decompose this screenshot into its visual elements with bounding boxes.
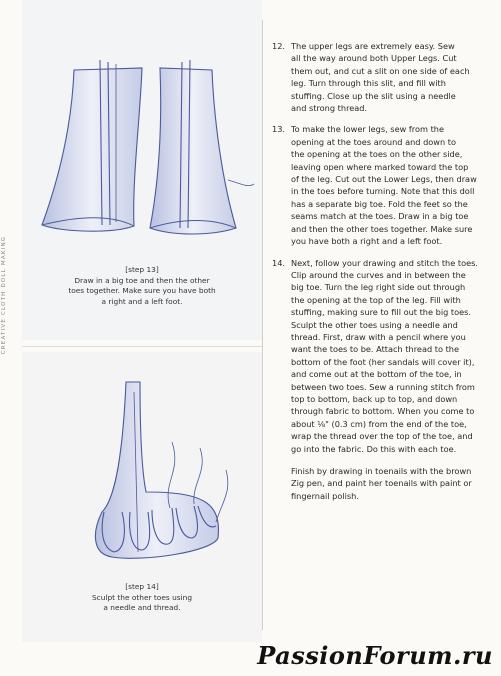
closing-line: Finish by drawing in toenails with the brown (291, 466, 472, 476)
step-line: and strong thread. (291, 103, 368, 114)
step14-caption-line: a needle and thread. (103, 603, 181, 612)
step-line: through fabric to bottom. When you come to (291, 406, 475, 417)
step13-caption (22, 265, 262, 307)
step-line: Sculpt the other toes using a needle and (291, 319, 458, 330)
step14-illustration-panel (22, 352, 262, 642)
step-line: go into the fabric. Do this with each toe. (291, 443, 457, 454)
step-line: top to bottom, back up to top, and down (291, 393, 458, 404)
step-line: seams match at the toes. Draw in a big toe (291, 211, 469, 222)
step-line: The upper legs are extremely easy. Sew (291, 41, 455, 51)
step-line: bottom of the foot (her sandals will cover it), (291, 356, 475, 367)
step-line: To make the lower legs, sew from the (291, 124, 445, 135)
step-12 (272, 40, 494, 114)
step14-caption (22, 582, 262, 614)
step-line: want the toes to be. Attach thread to the (291, 344, 460, 355)
lower-legs-illustration (22, 0, 262, 250)
step13-caption-tag: [step 13] (125, 265, 159, 274)
step14-caption-line: Sculpt the other toes using (91, 592, 193, 602)
step-line: and then the other toes together. Make sure (291, 223, 473, 234)
left-leg-drawing (42, 60, 142, 231)
step-line: wrap the thread over the top of the toe, and (291, 431, 473, 442)
closing-line: Zig pen, and paint her toenails with paint or (291, 478, 472, 489)
right-leg-drawing (150, 60, 254, 234)
step-line: the opening at the top of the leg. Fill with (291, 294, 461, 305)
step-body (291, 40, 494, 114)
step-line: all the way around both Upper Legs. Cut (291, 53, 457, 64)
step13-caption-line: toes together. Make sure you have both (68, 286, 216, 295)
closing-paragraph (291, 465, 494, 502)
step-line: thread. First, draw with a pencil where you (291, 331, 466, 342)
instructions-column (272, 40, 494, 502)
step-line: leaving open where marked toward the top (291, 161, 469, 172)
step-line: them out, and cut a slit on one side of each (291, 65, 470, 76)
step-line: stuffing, making sure to fill out the big toes. (291, 307, 472, 318)
step-13 (272, 123, 494, 247)
step-line: big toe. Turn the leg right side out through (291, 282, 466, 293)
step-number: 14. (272, 257, 286, 268)
step13-caption-line: a right and a left foot. (101, 296, 183, 306)
step-line: stuffing. Close up the slit using a needle (291, 90, 456, 101)
step13-illustration-panel (22, 0, 262, 340)
step-line: of the leg. Cut out the Lower Legs, then draw (291, 174, 477, 185)
step-line: in the toes before turning. Note that this doll (291, 186, 475, 197)
foot-drawing (95, 382, 218, 558)
step14-caption-tag: [step 14] (125, 582, 159, 591)
step-body (291, 257, 494, 456)
step13-caption-line: Draw in a big toe and then the other (74, 275, 210, 285)
step-line: you have both a right and a left foot. (291, 236, 443, 247)
step-number: 13. (272, 124, 286, 135)
foot-toes-illustration (22, 352, 262, 572)
step-body (291, 123, 494, 247)
running-side-label: CREATIVE CLOTH DOLL MAKING (1, 235, 7, 355)
step-line: leg. Turn through this slit, and fill with (291, 78, 446, 89)
step-line: opening at the toes around and down to (291, 136, 457, 147)
step-14 (272, 257, 494, 456)
step-line: about ⅛" (0.3 cm) from the end of the toe, (291, 418, 467, 429)
step-line: Next, follow your drawing and stitch the toes. (291, 257, 479, 268)
step-line: Clip around the curves and in between the (291, 269, 466, 280)
step-line: has a separate big toe. Fold the feet so the (291, 198, 468, 209)
step-line: and come out at the bottom of the toe, in (291, 369, 462, 380)
step-line: between two toes. Sew a running stitch from (291, 381, 475, 392)
step-number: 12. (272, 41, 286, 51)
site-watermark: PassionForum.ru (257, 641, 493, 670)
step-line: the opening at the toes on the other side, (291, 149, 463, 160)
panel-divider (22, 346, 262, 347)
column-rule (262, 20, 263, 630)
closing-line: fingernail polish. (291, 490, 359, 501)
